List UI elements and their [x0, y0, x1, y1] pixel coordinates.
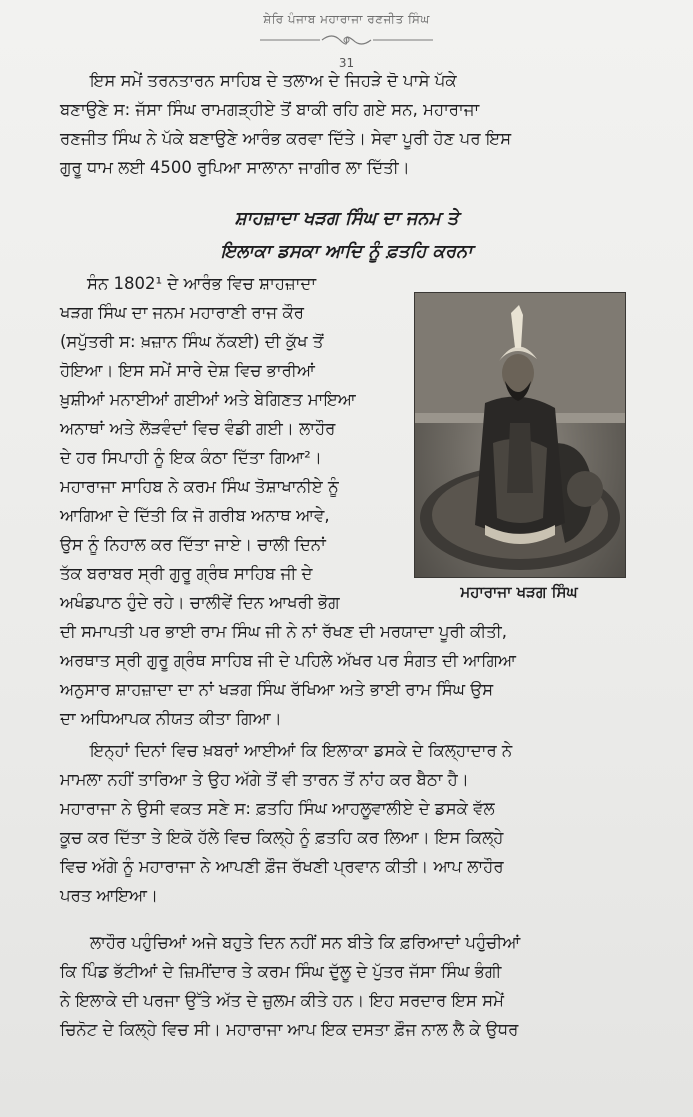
- text-line: ਨੇ ਇਲਾਕੇ ਦੀ ਪਰਜਾ ਉੱਤੇ ਅੱਤ ਦੇ ਜ਼ੁਲਮ ਕੀਤੇ ਹਨ। ਇਹ ਸਰਦਾਰ ਇਸ ਸਮੇਂ: [60, 991, 504, 1010]
- text-line: ਸੰਨ 1802¹ ਦੇ ਆਰੰਭ ਵਿਚ ਸ਼ਾਹਜ਼ਾਦਾ: [87, 274, 317, 293]
- figure-caption: ਮਹਾਰਾਜਾ ਖੜਗ ਸਿੰਘ: [460, 583, 578, 601]
- text-line: ਅਨੁਸਾਰ ਸ਼ਾਹਜ਼ਾਦਾ ਦਾ ਨਾਂ ਖੜਗ ਸਿੰਘ ਰੱਖਿਆ ਅਤੇ ਭਾਈ ਰਾਮ ਸਿੰਘ ਉਸ: [60, 680, 494, 699]
- ornament-divider-icon: [260, 30, 433, 50]
- text-line: ਮਾਮਲਾ ਨਹੀਂ ਤਾਰਿਆ ਤੇ ਉਹ ਅੱਗੇ ਤੋਂ ਵੀ ਤਾਰਨ ਤੋਂ ਨਾਂਹ ਕਰ ਬੈਠਾ ਹੈ।: [60, 770, 469, 789]
- text-line: ਲਾਹੌਰ ਪਹੁੰਚਿਆਂ ਅਜੇ ਬਹੁਤੇ ਦਿਨ ਨਹੀਂ ਸਨ ਬੀਤੇ ਕਿ ਫ਼ਰਿਆਦਾਂ ਪਹੁੰਚੀਆਂ: [90, 933, 521, 952]
- text-line: ਮਹਾਰਾਜਾ ਸਾਹਿਬ ਨੇ ਕਰਮ ਸਿੰਘ ਤੋਸ਼ਾਖਾਨੀਏ ਨੂੰ: [60, 477, 339, 496]
- text-line: ਦੀ ਸਮਾਪਤੀ ਪਰ ਭਾਈ ਰਾਮ ਸਿੰਘ ਜੀ ਨੇ ਨਾਂ ਰੱਖਣ ਦੀ ਮਰਯਾਦਾ ਪੂਰੀ ਕੀਤੀ,: [60, 622, 507, 641]
- text-line: ਆਗਿਆ ਦੇ ਦਿੱਤੀ ਕਿ ਜੋ ਗਰੀਬ ਅਨਾਥ ਆਵੇ,: [60, 506, 330, 525]
- text-line: ਅਖੰਡਪਾਠ ਹੁੰਦੇ ਰਹੇ। ਚਾਲੀਵੇਂ ਦਿਨ ਆਖਰੀ ਭੋਗ: [60, 593, 340, 612]
- text-line: ਉਸ ਨੂੰ ਨਿਹਾਲ ਕਰ ਦਿੱਤਾ ਜਾਏ। ਚਾਲੀ ਦਿਨਾਂ: [60, 535, 326, 554]
- text-line: ਗੁਰੂ ਧਾਮ ਲਈ 4500 ਰੁਪਿਆ ਸਾਲਾਨਾ ਜਾਗੀਰ ਲਾ ਦਿੱਤੀ।: [60, 158, 410, 177]
- text-line: ਪਰਤ ਆਇਆ।: [60, 886, 159, 905]
- page-number: 31: [338, 56, 355, 70]
- text-line: ਰਣਜੀਤ ਸਿੰਘ ਨੇ ਪੱਕੇ ਬਣਾਉਣੇ ਆਰੰਭ ਕਰਵਾ ਦਿੱਤੇ। ਸੇਵਾ ਪੂਰੀ ਹੋਣ ਪਰ ਇਸ: [60, 129, 512, 148]
- text-line: ਮਹਾਰਾਜਾ ਨੇ ਉਸੀ ਵਕਤ ਸਣੇ ਸ: ਫ਼ਤਹਿ ਸਿੰਘ ਆਹਲੂਵਾਲੀਏ ਦੇ ਡਸਕੇ ਵੱਲ: [60, 799, 495, 818]
- text-line: ਅਰਥਾਤ ਸ੍ਰੀ ਗੁਰੂ ਗ੍ਰੰਥ ਸਾਹਿਬ ਜੀ ਦੇ ਪਹਿਲੇ ਅੱਖਰ ਪਰ ਸੰਗਤ ਦੀ ਆਗਿਆ: [60, 651, 516, 670]
- text-line: ਖੜਗ ਸਿੰਘ ਦਾ ਜਨਮ ਮਹਾਰਾਣੀ ਰਾਜ ਕੌਰ: [60, 303, 304, 322]
- portrait-illustration: [415, 293, 625, 577]
- text-line: ਇਨ੍ਹਾਂ ਦਿਨਾਂ ਵਿਚ ਖ਼ਬਰਾਂ ਆਈਆਂ ਕਿ ਇਲਾਕਾ ਡਸਕੇ ਦੇ ਕਿਲ੍ਹਾਦਾਰ ਨੇ: [90, 741, 513, 760]
- text-line: ਕੂਚ ਕਰ ਦਿੱਤਾ ਤੇ ਇਕੋ ਹੱਲੇ ਵਿਚ ਕਿਲ੍ਹੇ ਨੂੰ ਫ਼ਤਹਿ ਕਰ ਲਿਆ। ਇਸ ਕਿਲ੍ਹੇ: [60, 828, 504, 847]
- text-line: (ਸਪੁੱਤਰੀ ਸ: ਖ਼ਜ਼ਾਨ ਸਿੰਘ ਨੱਕਈ) ਦੀ ਕੁੱਖ ਤੋਂ: [60, 332, 324, 351]
- text-line: ਬਣਾਉਣੇ ਸ: ਜੱਸਾ ਸਿੰਘ ਰਾਮਗੜ੍ਹੀਏ ਤੋਂ ਬਾਕੀ ਰਹਿ ਗਏ ਸਨ, ਮਹਾਰਾਜਾ: [60, 100, 480, 119]
- text-line: ਹੋਇਆ। ਇਸ ਸਮੇਂ ਸਾਰੇ ਦੇਸ਼ ਵਿਚ ਭਾਰੀਆਂ: [60, 361, 315, 380]
- text-line: ਦਾ ਅਧਿਆਪਕ ਨੀਯਤ ਕੀਤਾ ਗਿਆ।: [60, 709, 282, 728]
- text-line: ਵਿਚ ਅੱਗੇ ਨੂੰ ਮਹਾਰਾਜਾ ਨੇ ਆਪਣੀ ਫ਼ੌਜ ਰੱਖਣੀ ਪ੍ਰਵਾਨ ਕੀਤੀ। ਆਪ ਲਾਹੌਰ: [60, 857, 504, 876]
- text-line: ਅਨਾਥਾਂ ਅਤੇ ਲੋੜਵੰਦਾਂ ਵਿਚ ਵੰਡੀ ਗਈ। ਲਾਹੌਰ: [60, 419, 336, 438]
- text-line: ਚਿਨੋਟ ਦੇ ਕਿਲ੍ਹੇ ਵਿਚ ਸੀ। ਮਹਾਰਾਜਾ ਆਪ ਇਕ ਦਸਤਾ ਫ਼ੌਜ ਨਾਲ ਲੈ ਕੇ ਉਧਰ: [60, 1020, 519, 1039]
- section-heading-line-1: ਸ਼ਾਹਜ਼ਾਦਾ ਖੜਗ ਸਿੰਘ ਦਾ ਜਨਮ ਤੇ: [234, 208, 459, 229]
- text-line: ਤੱਕ ਬਰਾਬਰ ਸ੍ਰੀ ਗੁਰੂ ਗ੍ਰੰਥ ਸਾਹਿਬ ਜੀ ਦੇ: [60, 564, 313, 583]
- text-line: ਇਸ ਸਮੇਂ ਤਰਨਤਾਰਨ ਸਾਹਿਬ ਦੇ ਤਲਾਅ ਦੇ ਜਿਹੜੇ ਦੋ ਪਾਸੇ ਪੱਕੇ: [90, 71, 457, 90]
- portrait-image: [414, 292, 626, 578]
- text-line: ਖ਼ੁਸ਼ੀਆਂ ਮਨਾਈਆਂ ਗਈਆਂ ਅਤੇ ਬੇਗਿਣਤ ਮਾਇਆ: [60, 390, 356, 409]
- text-line: ਦੇ ਹਰ ਸਿਪਾਹੀ ਨੂੰ ਇਕ ਕੰਠਾ ਦਿੱਤਾ ਗਿਆ²।: [60, 448, 322, 467]
- text-line: ਕਿ ਪਿੰਡ ਭੱਟੀਆਂ ਦੇ ਜ਼ਿਮੀਂਦਾਰ ਤੇ ਕਰਮ ਸਿੰਘ ਦੁੱਲੂ ਦੇ ਪੁੱਤਰ ਜੱਸਾ ਸਿੰਘ ਭੰਗੀ: [60, 962, 502, 981]
- section-heading-line-2: ਇਲਾਕਾ ਡਸਕਾ ਆਦਿ ਨੂੰ ਫ਼ਤਹਿ ਕਰਨਾ: [220, 241, 473, 262]
- running-head: ਸ਼ੇਰਿ ਪੰਜਾਬ ਮਹਾਰਾਜਾ ਰਣਜੀਤ ਸਿੰਘ: [263, 12, 430, 26]
